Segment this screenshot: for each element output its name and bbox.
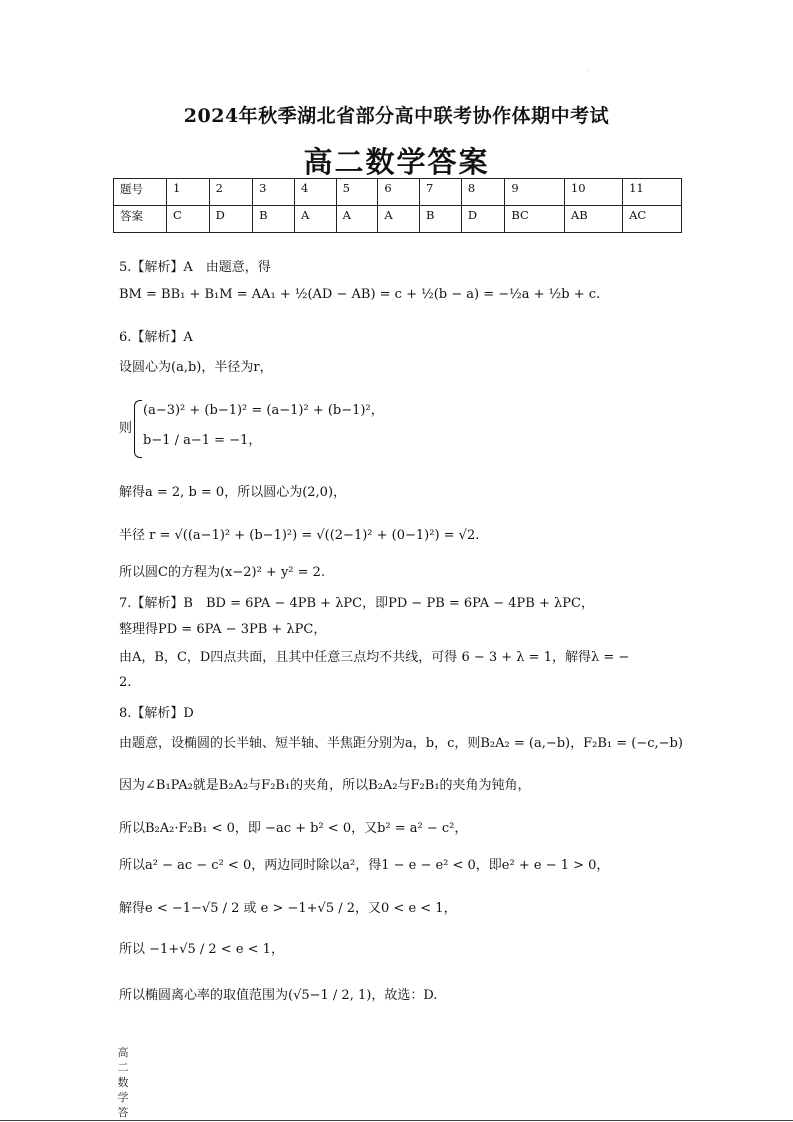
table-cell: AB xyxy=(564,206,622,233)
q6-heading: 6.【解析】A xyxy=(119,330,193,345)
table-cell: A xyxy=(295,206,337,233)
q5-heading: 5.【解析】A 由题意，得 xyxy=(119,260,271,275)
q7-line-1: 7.【解析】B BD = 6PA − 4PB + λPC，即PD − PB = 6PA − 4PB + λPC， xyxy=(119,596,594,611)
q8-line-7: 所以椭圆离心率的取值范围为(√5−1 / 2, 1)，故选：D. xyxy=(119,988,438,1003)
system-brace xyxy=(134,400,142,458)
table-cell: 4 xyxy=(295,179,337,206)
q6-line-5: 所以圆C的方程为(x−2)² + y² = 2. xyxy=(119,565,326,580)
footer-char: 答 xyxy=(117,1106,129,1119)
table-cell: AC xyxy=(623,206,682,233)
footer-vertical-text xyxy=(115,1045,131,1120)
scan-dot: . xyxy=(587,66,589,73)
table-cell: 3 xyxy=(253,179,295,206)
q8-heading: 8.【解析】D xyxy=(119,706,194,721)
table-cell: B xyxy=(253,206,295,233)
q7-line-3: 由A，B，C，D四点共面，且其中任意三点均不共线，可得 6 − 3 + λ = 1，解得λ = − xyxy=(119,650,630,665)
table-cell: C xyxy=(167,206,210,233)
table-cell: 答案 xyxy=(114,206,167,233)
answer-table xyxy=(113,178,682,233)
q8-line-6: 所以 −1+√5 / 2 < e < 1， xyxy=(119,942,284,957)
table-row-question-numbers xyxy=(114,179,682,206)
table-cell: A xyxy=(378,206,420,233)
table-cell: D xyxy=(209,206,252,233)
table-cell: 10 xyxy=(564,179,622,206)
bottom-divider xyxy=(0,1120,793,1121)
table-cell: 8 xyxy=(461,179,504,206)
table-cell: 6 xyxy=(378,179,420,206)
q6-line-1: 设圆心为(a,b)，半径为r， xyxy=(119,360,273,375)
q6-line-3: 解得a = 2, b = 0，所以圆心为(2,0)， xyxy=(119,485,347,500)
q5-formula: BM = BB₁ + B₁M = AA₁ + ½(AD − AB) = c + ½(b − a) = −½a + ½b + c. xyxy=(119,287,601,302)
footer-char: 学 xyxy=(117,1091,129,1104)
footer-char: 数 xyxy=(117,1076,129,1089)
q8-line-1: 由题意，设椭圆的长半轴、短半轴、半焦距分别为a，b，c，则B₂A₂ = (a,−b)，F₂B₁ = (−c,−b) xyxy=(119,736,683,751)
q7-line-4: 2. xyxy=(119,675,132,690)
q6-line-4: 半径 r = √((a−1)² + (b−1)²) = √((2−1)² + (0−1)²) = √2. xyxy=(119,528,480,543)
table-cell: A xyxy=(336,206,378,233)
table-cell: 11 xyxy=(623,179,682,206)
exam-title: 2024年秋季湖北省部分高中联考协作体期中考试 xyxy=(183,105,610,127)
table-cell: 1 xyxy=(167,179,210,206)
q6-then: 则 xyxy=(119,421,133,436)
table-cell: 9 xyxy=(505,179,565,206)
table-cell: BC xyxy=(505,206,565,233)
q8-line-5: 解得e < −1−√5 / 2 或 e > −1+√5 / 2，又0 < e < 1， xyxy=(119,901,457,916)
table-cell: 2 xyxy=(209,179,252,206)
table-cell: 7 xyxy=(419,179,461,206)
q8-line-2: 因为∠B₁PA₂就是B₂A₂与F₂B₁的夹角，所以B₂A₂与F₂B₁的夹角为钝角， xyxy=(119,778,531,793)
q6-system-eq1: (a−3)² + (b−1)² = (a−1)² + (b−1)²， xyxy=(143,403,384,418)
q7-line-2: 整理得PD = 6PA − 3PB + λPC， xyxy=(119,622,327,637)
q8-line-4: 所以a² − ac − c² < 0，两边同时除以a²，得1 − e − e² < 0，即e² + e − 1 > 0， xyxy=(119,858,610,873)
table-row-answers xyxy=(114,206,682,233)
table-cell: D xyxy=(461,206,504,233)
page-title: 高二数学答案 xyxy=(303,145,490,179)
q8-line-3: 所以B₂A₂·F₂B₁ < 0，即 −ac + b² < 0，又b² = a² − c²， xyxy=(119,821,468,836)
table-cell: 题号 xyxy=(114,179,167,206)
table-cell: 5 xyxy=(336,179,378,206)
q6-system-eq2: b−1 / a−1 = −1， xyxy=(143,433,262,448)
table-cell: B xyxy=(419,206,461,233)
footer-char: 高 xyxy=(117,1046,129,1059)
footer-char: 二 xyxy=(117,1061,129,1074)
